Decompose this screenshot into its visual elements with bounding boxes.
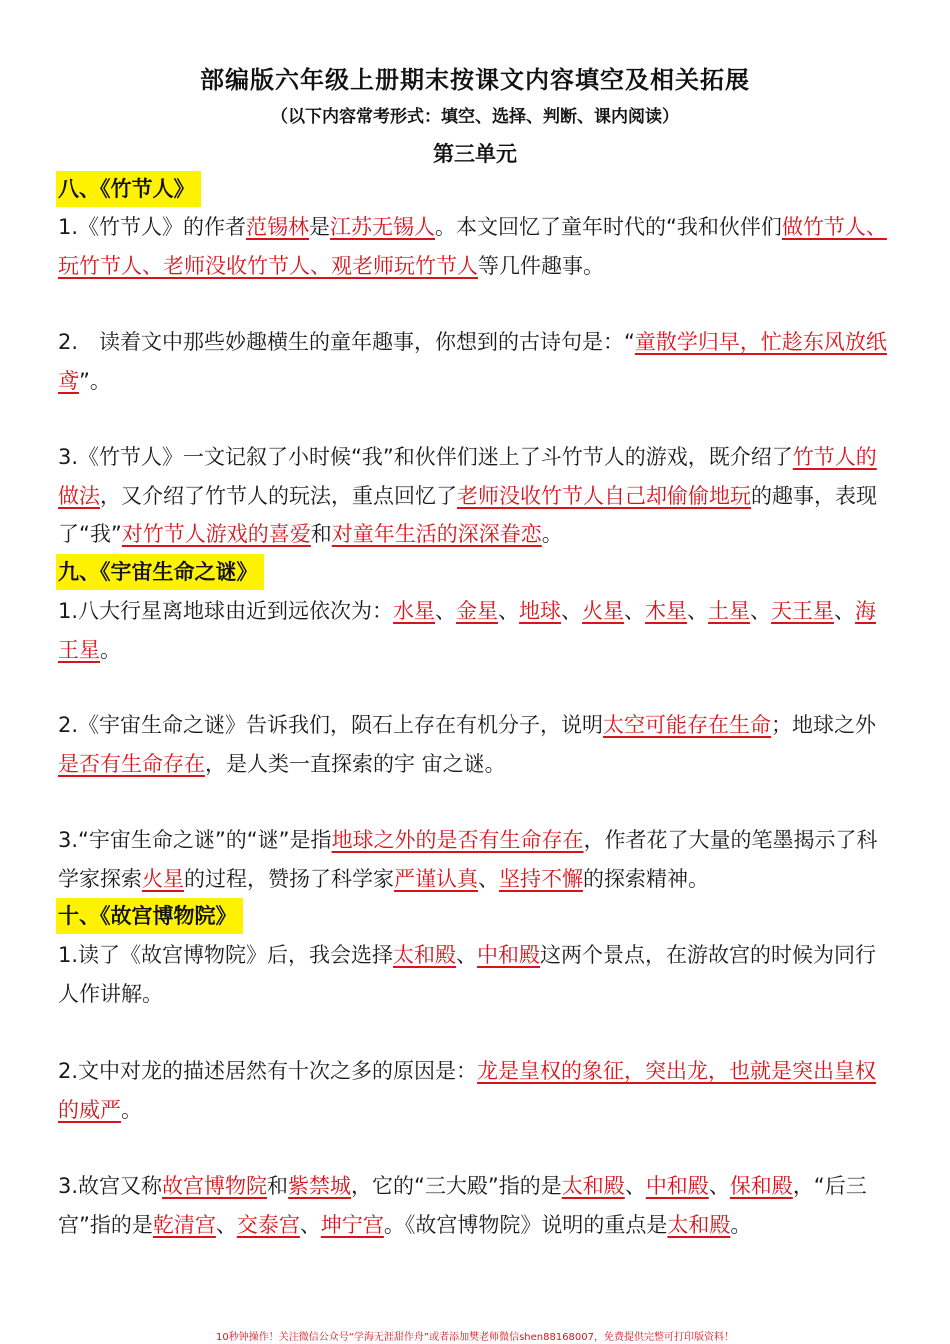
- unit-title: 第三单元: [433, 142, 517, 166]
- answer-text: 交泰宫: [236, 1212, 300, 1237]
- question-text: ，它的“三大殿”指的是: [351, 1174, 562, 1198]
- question-text: 等几件趣事。: [478, 253, 604, 278]
- question-8-1: [58, 208, 888, 285]
- answer-text: 中和殿: [645, 1174, 709, 1198]
- answer-text: 水星: [393, 599, 436, 623]
- question-text: 、: [478, 866, 499, 891]
- answer-text: 竹节人的做法: [58, 445, 877, 508]
- answer-text: 太空可能存在生命: [603, 713, 772, 737]
- question-text: 、: [708, 1174, 730, 1198]
- answer-text: 土星: [708, 599, 751, 623]
- question-text: 。: [121, 1097, 142, 1122]
- question-text: 、: [750, 599, 772, 623]
- question-text: ，“后三宫”指的是: [58, 1174, 867, 1237]
- question-text: 3.故宫又称: [58, 1174, 163, 1198]
- question-text: 。: [541, 522, 563, 546]
- answer-text: 童散学归早，忙趁东风放纸鸢: [58, 330, 887, 393]
- question-text: 的探索精神。: [583, 866, 709, 891]
- question-9-1: [58, 592, 888, 669]
- answer-text: 火星: [582, 599, 625, 623]
- answer-text: 海王星: [58, 599, 877, 662]
- answer-text: 金星: [456, 599, 499, 623]
- answer-text: 坤宁宫: [320, 1212, 384, 1237]
- question-text: 。: [100, 637, 121, 662]
- question-text: ，作者花了大量的笔墨揭示了科学家探索: [58, 828, 878, 891]
- question-text: 2.《宇宙生命之谜》告诉我们，陨石上存在有机分子，说明: [58, 713, 604, 737]
- answer-text: 范锡林: [246, 215, 310, 239]
- question-text: 。《故宫博物院》说明的重点是: [383, 1212, 668, 1237]
- question-text: 、: [456, 943, 478, 967]
- page-subtitle: （以下内容常考形式：填空、选择、判断、课内阅读）: [271, 107, 679, 127]
- question-text: 、: [435, 599, 457, 623]
- question-text: 、: [687, 599, 709, 623]
- question-text: 这两个景点，在游故宫的时候为同行人作讲解。: [58, 943, 877, 1006]
- question-text: 、: [498, 599, 520, 623]
- question-text: 、: [834, 599, 856, 623]
- answer-text: 保和殿: [729, 1174, 793, 1198]
- question-text: 2. 读着文中那些妙趣横生的童年趣事，你想到的古诗句是：“: [58, 330, 635, 354]
- answer-text: 天王星: [771, 599, 835, 623]
- question-text: 。本文回忆了童年时代的“我和伙伴们: [435, 215, 782, 239]
- question-text: 和: [267, 1174, 289, 1198]
- question-text: 1.读了《故宫博物院》后，我会选择: [58, 943, 394, 967]
- question-10-2: [58, 1052, 888, 1129]
- answer-text: 严谨认真: [394, 866, 478, 891]
- question-9-3: [58, 821, 888, 898]
- question-text: 的趣事，表现了“我”: [58, 483, 877, 546]
- section-heading-8: 八、《竹节人》: [56, 171, 201, 207]
- question-text: 、: [215, 1212, 237, 1237]
- answer-text: 龙是皇权的象征，突出龙，也就是突出皇权的威严: [58, 1059, 877, 1122]
- answer-text: 老师没收竹节人自己却偷偷地玩: [457, 483, 751, 508]
- question-text: 3.《竹节人》一文记叙了小时候“我”和伙伴们迷上了斗竹节人的游戏，既介绍了: [58, 445, 793, 469]
- answer-text: 对童年生活的深深眷恋: [331, 522, 542, 546]
- question-9-2: [58, 706, 888, 783]
- answer-text: 乾清宫: [152, 1212, 216, 1237]
- question-text: 1.八大行星离地球由近到远依次为：: [58, 599, 394, 623]
- answer-text: 太和殿: [393, 943, 457, 967]
- answer-text: 坚持不懈: [499, 866, 583, 891]
- question-text: 的过程，赞扬了科学家: [184, 866, 394, 891]
- answer-text: 紫禁城: [288, 1174, 352, 1198]
- question-8-3: [58, 438, 888, 554]
- question-text: ；地球之外: [771, 713, 877, 737]
- question-text: 、: [624, 599, 646, 623]
- answer-text: 做竹节人、玩竹节人、老师没收竹节人、观老师玩竹节人: [58, 215, 887, 278]
- question-text: ，是人类一直探索的宇 宙之谜。: [205, 751, 506, 776]
- question-text: 2.文中对龙的描述居然有十次之多的原因是：: [58, 1059, 478, 1083]
- answer-text: 江苏无锡人: [330, 215, 436, 239]
- answer-text: 故宫博物院: [162, 1174, 268, 1198]
- question-text: 1.《竹节人》的作者: [58, 215, 247, 239]
- answer-text: 太和殿: [561, 1174, 625, 1198]
- answer-text: 地球: [519, 599, 562, 623]
- footer-note: 10秒钟操作！关注微信公众号“学海无涯甜作舟”或者添加樊老师微信shen88168007，免费提供完整可打印版资料！: [215, 1332, 735, 1343]
- question-text: 是: [309, 215, 331, 239]
- section-heading-10: 十、《故宫博物院》: [56, 898, 243, 934]
- answer-text: 木星: [645, 599, 688, 623]
- question-10-3: [58, 1167, 888, 1244]
- question-8-2: [58, 323, 888, 400]
- answer-text: 太和殿: [667, 1212, 731, 1237]
- question-text: 、: [624, 1174, 646, 1198]
- answer-text: 火星: [142, 866, 184, 891]
- question-text: 3.“宇宙生命之谜”的“谜”是指: [58, 828, 332, 852]
- question-text: 、: [299, 1212, 321, 1237]
- answer-text: 对竹节人游戏的喜爱: [121, 522, 311, 546]
- page-title: 部编版六年级上册期末按课文内容填空及相关拓展: [200, 66, 750, 94]
- question-text: 和: [310, 522, 332, 546]
- answer-text: 是否有生命存在: [58, 751, 205, 776]
- section-heading-9: 九、《宇宙生命之谜》: [56, 554, 264, 590]
- question-text: 、: [561, 599, 583, 623]
- answer-text: 地球之外的是否有生命存在: [331, 828, 584, 852]
- question-text: ”。: [79, 368, 111, 393]
- question-text: ，又介绍了竹节人的玩法，重点回忆了: [100, 483, 457, 508]
- question-text: 。: [730, 1212, 752, 1237]
- answer-text: 中和殿: [477, 943, 541, 967]
- question-10-1: [58, 936, 888, 1013]
